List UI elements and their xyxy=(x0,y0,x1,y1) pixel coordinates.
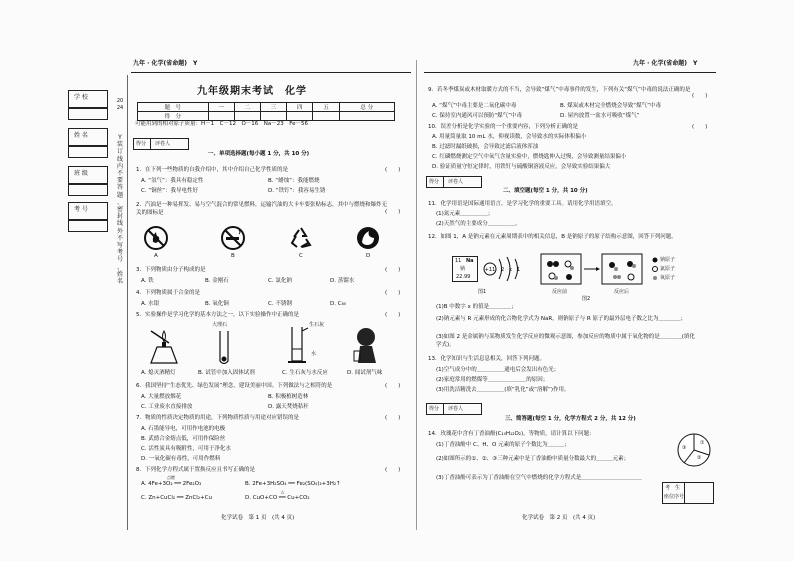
grader-divider xyxy=(150,138,151,150)
exam-no-label: 考 号 xyxy=(74,206,88,213)
section-3-heading: 三、简答题(每空 1 分，化学方程式 2 分，共 12 分) xyxy=(505,416,636,422)
score-table xyxy=(137,102,395,121)
score-cell[interactable] xyxy=(208,112,234,121)
header-rule xyxy=(131,72,411,73)
sodium-symbol: Na xyxy=(466,258,474,264)
marble-tag: 大理石 xyxy=(212,322,228,328)
q6-answer-bracket[interactable]: ( ) xyxy=(385,383,401,389)
school-field[interactable] xyxy=(68,108,108,120)
score-table-score-row xyxy=(138,112,395,121)
svg-text:1: 1 xyxy=(517,267,521,273)
seal-line-text: Y 装 订 线 内 不 要 答 题 、 密 封 线 外 不 写 考 号 、 姓 名 xyxy=(116,134,123,286)
q10-option-a: A. 用量筒量取 10 mL 水，仰视读数，会导致水的实际体积偏小 xyxy=(432,134,587,140)
score-col-2: 二 xyxy=(234,103,260,112)
grader-score-label: 得分 xyxy=(136,141,147,147)
legend-markers xyxy=(652,256,658,284)
sodium-atomic-mass: 22.99 xyxy=(456,274,471,280)
q13-item-3: (3)用洗洁精洗去＿＿＿＿＿(填“乳化”或“溶解”)作用。 xyxy=(436,387,570,393)
score-col-total: 总 分 xyxy=(339,103,394,112)
score-col-3: 三 xyxy=(260,103,286,112)
seal-line xyxy=(127,75,128,530)
q7-answer-bracket[interactable]: ( ) xyxy=(385,415,401,421)
legend-oxygen: 氧原子 xyxy=(660,275,676,281)
recycle-icon xyxy=(288,225,314,251)
q10-answer-bracket[interactable]: ( ) xyxy=(692,124,708,130)
sodium-name: 钠 xyxy=(460,266,466,272)
q9-answer-bracket[interactable]: ( ) xyxy=(692,93,708,99)
q4-stem: 4．下列物质属于合金的是 xyxy=(136,290,201,296)
q3-answer-bracket[interactable]: ( ) xyxy=(385,267,401,273)
q1-option-b: B. “蜡烛”：我能燃烧 xyxy=(268,178,320,184)
sodium-atom-structure-icon xyxy=(482,254,526,284)
q8-condition-ignite: 点燃 xyxy=(167,475,175,480)
grader-name-label: 评卷人 xyxy=(448,406,464,412)
grader-name-label: 评卷人 xyxy=(448,179,464,185)
score-col-5: 五 xyxy=(313,103,339,112)
q13-stem: 13．化学知识与生活息息相关，回答下列问题。 xyxy=(428,356,546,362)
q8-option-b: B. 2Fe+3H₂SO₄ ══ Fe₂(SO₄)₃+3H₂↑ xyxy=(245,481,341,487)
test-tube-icon xyxy=(214,330,234,366)
q5-answer-bracket[interactable]: ( ) xyxy=(385,312,401,318)
q12-stem: 12．如图 1，A 是钠元素在元素周期表中的相关信息，B 是钠原子的原子结构示意图，回答下列问题。 xyxy=(428,234,677,240)
q7-option-c: C. 活性炭具有吸附性，可用于净化水 xyxy=(141,446,231,452)
q10-stem: 10．误差分析是化学实验的一个重要内容，下列分析正确的是 xyxy=(428,124,579,130)
q1-stem: 1．在下列一些物质的自我介绍中，其中介绍自己化学性质的是 xyxy=(136,167,289,173)
q3-option-d: D. 蒸馏水 xyxy=(330,278,355,284)
q8-stem: 8．下列化学方程式属于置换反应且书写正确的是 xyxy=(136,467,256,473)
svg-text:+11: +11 xyxy=(484,267,496,273)
q2-label-c: C xyxy=(299,253,303,259)
q14-stem: 14．玫瑰花中含有丁香油酚(C₁₀H₁₂O₂)，等物质，请计算以下问题： xyxy=(428,431,595,437)
grader-score-label: 得分 xyxy=(429,179,440,185)
q14-item-2: (2)如图所示的①、②、③三种元素中是丁香油酚中质量分数最大的＿＿＿元素； xyxy=(436,456,630,462)
svg-text:x: x xyxy=(509,267,512,273)
q13-item-2: (2)家庭常用的燃煤等＿＿＿＿＿＿＿的原因； xyxy=(436,377,549,383)
q11-item-1: (1)氮元素＿＿＿＿＿； xyxy=(436,211,494,217)
q1-answer-bracket[interactable]: ( ) xyxy=(385,167,401,173)
q5-option-d: D. 闻试剂气味 xyxy=(347,370,383,376)
q1-option-d: D. “铁钉”：我容易生锈 xyxy=(268,188,326,194)
alcohol-lamp-icon xyxy=(147,325,181,365)
left-page-footer: 化学试卷 第 1 页 (共 4 页) xyxy=(221,515,295,521)
cylinder-icon xyxy=(285,325,309,365)
q2-label-a: A xyxy=(154,253,158,259)
score-col-4: 四 xyxy=(287,103,313,112)
q1-option-a: A. “氢气”：我具有稳定性 xyxy=(141,178,204,184)
grader-score-label: 得分 xyxy=(429,406,440,412)
q6-stem: 6．我国坚持“生态优先、绿色发展”理念，建设美丽中国。下列做法与之相符的是 xyxy=(136,383,333,389)
right-running-header: 九年 · 化学(省命题) Y xyxy=(633,60,698,67)
q4-option-d: D. C₆₀ xyxy=(330,301,346,307)
q4-option-b: B. 氧化铜 xyxy=(205,301,229,307)
q9-option-d: D. 屋内放置一盆水可吸收“煤气” xyxy=(560,113,640,119)
score-table-header-row xyxy=(138,103,395,112)
q3-option-b: B. 金刚石 xyxy=(205,278,229,284)
q3-stem: 3．下列物质由分子构成的是 xyxy=(136,267,206,273)
q3-option-c: C. 氯化钠 xyxy=(268,278,292,284)
q2-stem: 2．汽油是一种易挥发、易与空气混合的常见燃料，运输汽油的大卡车要张贴标志，其中与燃烧和爆炸无关的图标是 xyxy=(136,202,388,216)
reaction-diagram xyxy=(540,252,650,288)
sodium-atomic-number: 11 xyxy=(455,258,462,264)
q13-item-1: (1)空气成分中的＿＿＿＿＿通电后会发出有色光； xyxy=(436,367,560,373)
q5-option-b: B. 试管中加入固体试剂 xyxy=(198,370,255,376)
svg-text:2: 2 xyxy=(501,267,505,273)
score-row-label: 得 分 xyxy=(138,112,209,121)
page-fold xyxy=(416,60,417,530)
flammable-icon xyxy=(355,225,381,251)
name-label: 姓 名 xyxy=(74,132,88,139)
q6-option-c: C. 工业废水直接排放 xyxy=(141,404,193,410)
q6-option-a: A. 大量燃放烟花 xyxy=(141,394,182,400)
class-label: 班 级 xyxy=(74,170,88,177)
header-rule xyxy=(424,72,716,73)
year-vertical: 2024 xyxy=(116,98,124,112)
pie-label-1: ① xyxy=(700,440,705,446)
q8-option-c: C. Zn+CuCl₂ ══ ZnCl₂+Cu xyxy=(141,495,212,501)
score-col-1: 一 xyxy=(208,103,234,112)
grader-divider xyxy=(443,403,444,415)
school-label: 学 校 xyxy=(74,94,88,101)
water-tag: 水 xyxy=(311,351,317,357)
q7-option-b: B. 武德合金熔点低，可用作保险丝 xyxy=(141,436,226,442)
q5-option-a: A. 熄灭酒精灯 xyxy=(141,370,176,376)
q9-stem: 9．若冬季煤炭或木材取暖方式的不当，会导致“煤气”中毒事件的发生，下列有关“煤气”中毒的说法正确的是 xyxy=(428,87,691,93)
caption-after: 反应后 xyxy=(614,289,630,295)
q11-stem: 11．化学用语是国际通用语言，是学习化学的重要工具。请用化学用语填空。 xyxy=(428,201,617,207)
score-col-label: 题 号 xyxy=(138,103,209,112)
no-fire-icon xyxy=(143,225,169,251)
pie-label-3: ③ xyxy=(682,445,687,451)
legend-chlorine: 氯原子 xyxy=(660,266,676,272)
name-field[interactable] xyxy=(68,146,108,158)
q9-option-c: C. 保持室内通风可以预防“煤气”中毒 xyxy=(432,113,523,119)
q1-option-c: C. “铜丝”：我导电性好 xyxy=(141,188,199,194)
q14-item-1: (1)丁香油酚中 C、H、O 元素的原子个数比为＿＿＿； xyxy=(436,442,570,448)
score-cell[interactable] xyxy=(339,112,394,121)
q8-option-a: A. 4Fe+3O₂ ══ 2Fe₂O₃ xyxy=(141,481,202,487)
quicklime-tag: 生石灰 xyxy=(309,322,325,328)
score-cell[interactable] xyxy=(313,112,339,121)
seat-number-field[interactable] xyxy=(685,483,713,503)
seat-box-label-1: 考 生 xyxy=(665,485,681,491)
q2-label-b: B xyxy=(231,253,235,259)
q4-option-a: A. 水银 xyxy=(141,301,160,307)
left-running-header: 九年 · 化学(省命题) Y xyxy=(133,60,198,67)
q6-option-b: B. 积极植树造林 xyxy=(268,394,309,400)
q9-option-a: A. “煤气”中毒主要是二氧化碳中毒 xyxy=(432,103,517,109)
legend-sodium: 钠原子 xyxy=(660,257,676,263)
score-cell[interactable] xyxy=(287,112,313,121)
sniffing-person-icon xyxy=(350,325,384,365)
q7-option-a: A. 石墨能导电，可用作电池的电极 xyxy=(141,426,226,432)
pie-label-2: ② xyxy=(697,455,702,461)
atomic-masses: 可能用到的相对原子质量：H－1 C－12 O－16 Na－23 Fe－56 xyxy=(135,121,309,127)
q4-option-c: C. 不锈钢 xyxy=(268,301,292,307)
q3-option-a: A. 铁 xyxy=(141,278,154,284)
q5-option-c: C. 生石灰与水反应 xyxy=(282,370,328,376)
grader-divider xyxy=(443,176,444,188)
q12-item-1: (1)B 中数字 x 的值是＿＿＿＿； xyxy=(436,304,517,310)
section-2-heading: 二、填空题(每空 1 分，共 10 分) xyxy=(503,188,588,194)
exam-no-field[interactable] xyxy=(68,220,108,232)
q10-option-d: D. 验证质量守恒定律时，用铁钉与硫酸铜溶液反应，会导致实验结果偏大 xyxy=(432,164,611,170)
caption-fig1: 图1 xyxy=(478,289,487,295)
caption-before: 反应前 xyxy=(552,289,568,295)
grader-name-label: 评卷人 xyxy=(155,141,171,147)
seat-box-label-2: 座位序号 xyxy=(664,494,685,500)
class-field[interactable] xyxy=(68,184,108,196)
right-page-footer: 化学试卷 第 2 页 (共 4 页) xyxy=(522,515,596,521)
q8-condition-heat: △ xyxy=(281,489,285,494)
q7-option-d: D. 一氧化碳有毒性，可用作燃料 xyxy=(141,456,221,462)
q2-label-d: D xyxy=(366,253,371,259)
q11-item-2: (2)天然气的主要成分＿＿＿＿＿。 xyxy=(436,221,521,227)
q12-item-2: (2)钠元素与 R 元素形成的化合物化学式为 NaR，则钠原子与 R 原子的最外层电子数之比为＿＿＿＿； xyxy=(436,316,686,322)
q8-answer-bracket[interactable]: ( ) xyxy=(385,467,401,473)
q9-option-b: B. 煤炭或木材完全燃烧会导致“煤气”中毒 xyxy=(560,103,661,109)
exam-title: 九年级期末考试 化学 xyxy=(197,86,307,97)
no-smoking-icon xyxy=(220,225,246,251)
q6-option-d: D. 露天焚烧秸秆 xyxy=(268,404,309,410)
q8-option-d: D. CuO+CO ══ Cu+CO₂ xyxy=(245,495,310,501)
q12-item-3: (3)如图 2 是金属钠与某物质发生化学反应的微观示意图，参加反应的物质中属于氧化物的是＿＿＿＿(填化学式)。 xyxy=(436,334,695,348)
q10-option-b: B. 过滤时漏纸破损，会导致过滤后液体浑浊 xyxy=(432,144,539,150)
section-1-heading: 一、单项选择题(每小题 1 分，共 10 分) xyxy=(208,151,310,157)
q2-answer-bracket[interactable]: ( ) xyxy=(385,209,401,215)
q7-stem: 7．物质的性质决定物质的用途，下列物质性质与用途对应错误的是 xyxy=(136,415,300,421)
caption-fig2: 图2 xyxy=(582,296,591,302)
q5-stem: 5．实验操作是学习化学的基本方法之一，以下实验操作中正确的是 xyxy=(136,312,300,318)
q14-item-3: (3)丁香油酚可表示为丁香油酚在空气中燃烧的化学方程式是＿＿＿＿＿＿＿＿＿＿＿ xyxy=(436,475,642,481)
score-cell[interactable] xyxy=(234,112,260,121)
q10-option-c: C. 红磷燃烧测定空气中氧气含量实验中，燃烧匙伸入过慢，会导致测量结果偏小 xyxy=(432,154,627,160)
score-cell[interactable] xyxy=(260,112,286,121)
q4-answer-bracket[interactable]: ( ) xyxy=(385,290,401,296)
